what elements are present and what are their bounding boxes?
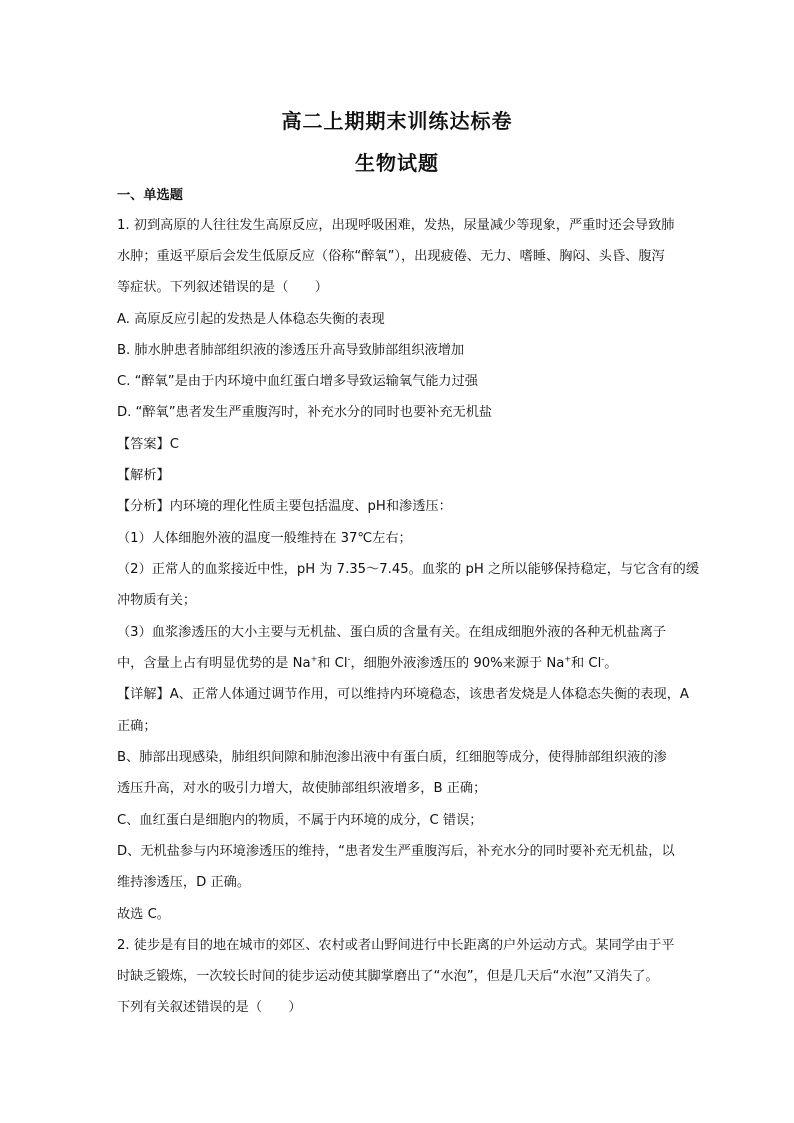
q1-point-1: （1）人体细胞外液的温度一般维持在 37℃左右； <box>117 531 412 546</box>
q2-stem-line: 下列有关叙述错误的是（ ） <box>117 1000 302 1015</box>
q1-conclusion: 故选 C。 <box>117 907 170 922</box>
q1-point-3: （3）血浆渗透压的大小主要与无机盐、蛋白质的含量有关。在组成细胞外液的各种无机盐离子 <box>117 625 667 640</box>
q1-detail-line: B、肺部出现感染，肺组织间隙和肺泡渗出液中有蛋白质，红细胞等成分，使得肺部组织液的渗 <box>117 750 667 765</box>
q2-stem-line: 2. 徒步是有目的地在城市的郊区、农村或者山野间进行中长距离的户外运动方式。某同学由于平 <box>117 938 675 953</box>
q1-stem-line: 水肿；重返平原后会发生低原反应（俗称“醉氧”），出现疲倦、无力、嗜睡、胸闷、头昏、腹泻 <box>117 249 665 264</box>
q1-detail-line: 透压升高，对水的吸引力增大，故使肺部组织液增多，B 正确； <box>117 781 487 796</box>
q1-detail-line: 维持渗透压，D 正确。 <box>117 875 251 890</box>
q1-point-3-cont: 中，含量上占有明显优势的是 Na+和 Cl-，细胞外液渗透压的 90%来源于 Na+和 Cl-。 <box>117 654 618 671</box>
q1-point-2-cont: 冲物质有关； <box>117 593 197 608</box>
section-heading: 一、单选题 <box>117 188 183 203</box>
q1-detail-line: C、血红蛋白是细胞内的物质，不属于内环境的成分，C 错误； <box>117 813 483 828</box>
page-title: 高二上期期末训练达标卷 <box>281 109 513 133</box>
q1-analysis-heading: 【解析】 <box>117 468 170 483</box>
q1-answer: 【答案】C <box>117 437 179 452</box>
q1-option-b: B. 肺水肿患者肺部组织液的渗透压升高导致肺部组织液增加 <box>117 343 465 358</box>
q1-point-2: （2）正常人的血浆接近中性，pH 为 7.35～7.45。血浆的 pH 之所以能够保持稳定，与它含有的缓 <box>117 562 700 577</box>
q1-stem-line: 1. 初到高原的人往往发生高原反应，出现呼吸困难，发热，尿量减少等现象，严重时还会导致肺 <box>117 218 675 233</box>
q1-option-d: D. “醉氧”患者发生严重腹泻时，补充水分的同时也要补充无机盐 <box>117 405 493 420</box>
q1-detail-line: 【详解】A、正常人体通过调节作用，可以维持内环境稳态，该患者发烧是人体稳态失衡的表现，A <box>117 687 689 702</box>
q1-option-a: A. 高原反应引起的发热是人体稳态失衡的表现 <box>117 312 385 327</box>
q1-analysis-intro: 【分析】内环境的理化性质主要包括温度、pH和渗透压： <box>117 499 452 514</box>
q1-stem-line: 等症状。下列叙述错误的是（ ） <box>117 280 328 295</box>
q1-option-c: C. “醉氧”是由于内环境中血红蛋白增多导致运输氧气能力过强 <box>117 374 478 389</box>
q2-stem-line: 时缺乏锻炼，一次较长时间的徒步运动使其脚掌磨出了“水泡”，但是几天后“水泡”又消失了。 <box>117 969 659 984</box>
q1-detail-line: D、无机盐参与内环境渗透压的维持，“患者发生严重腹泻后，补充水分的同时要补充无机盐，以 <box>117 844 675 859</box>
q1-detail-line: 正确； <box>117 719 157 734</box>
page-subtitle: 生物试题 <box>355 151 439 175</box>
